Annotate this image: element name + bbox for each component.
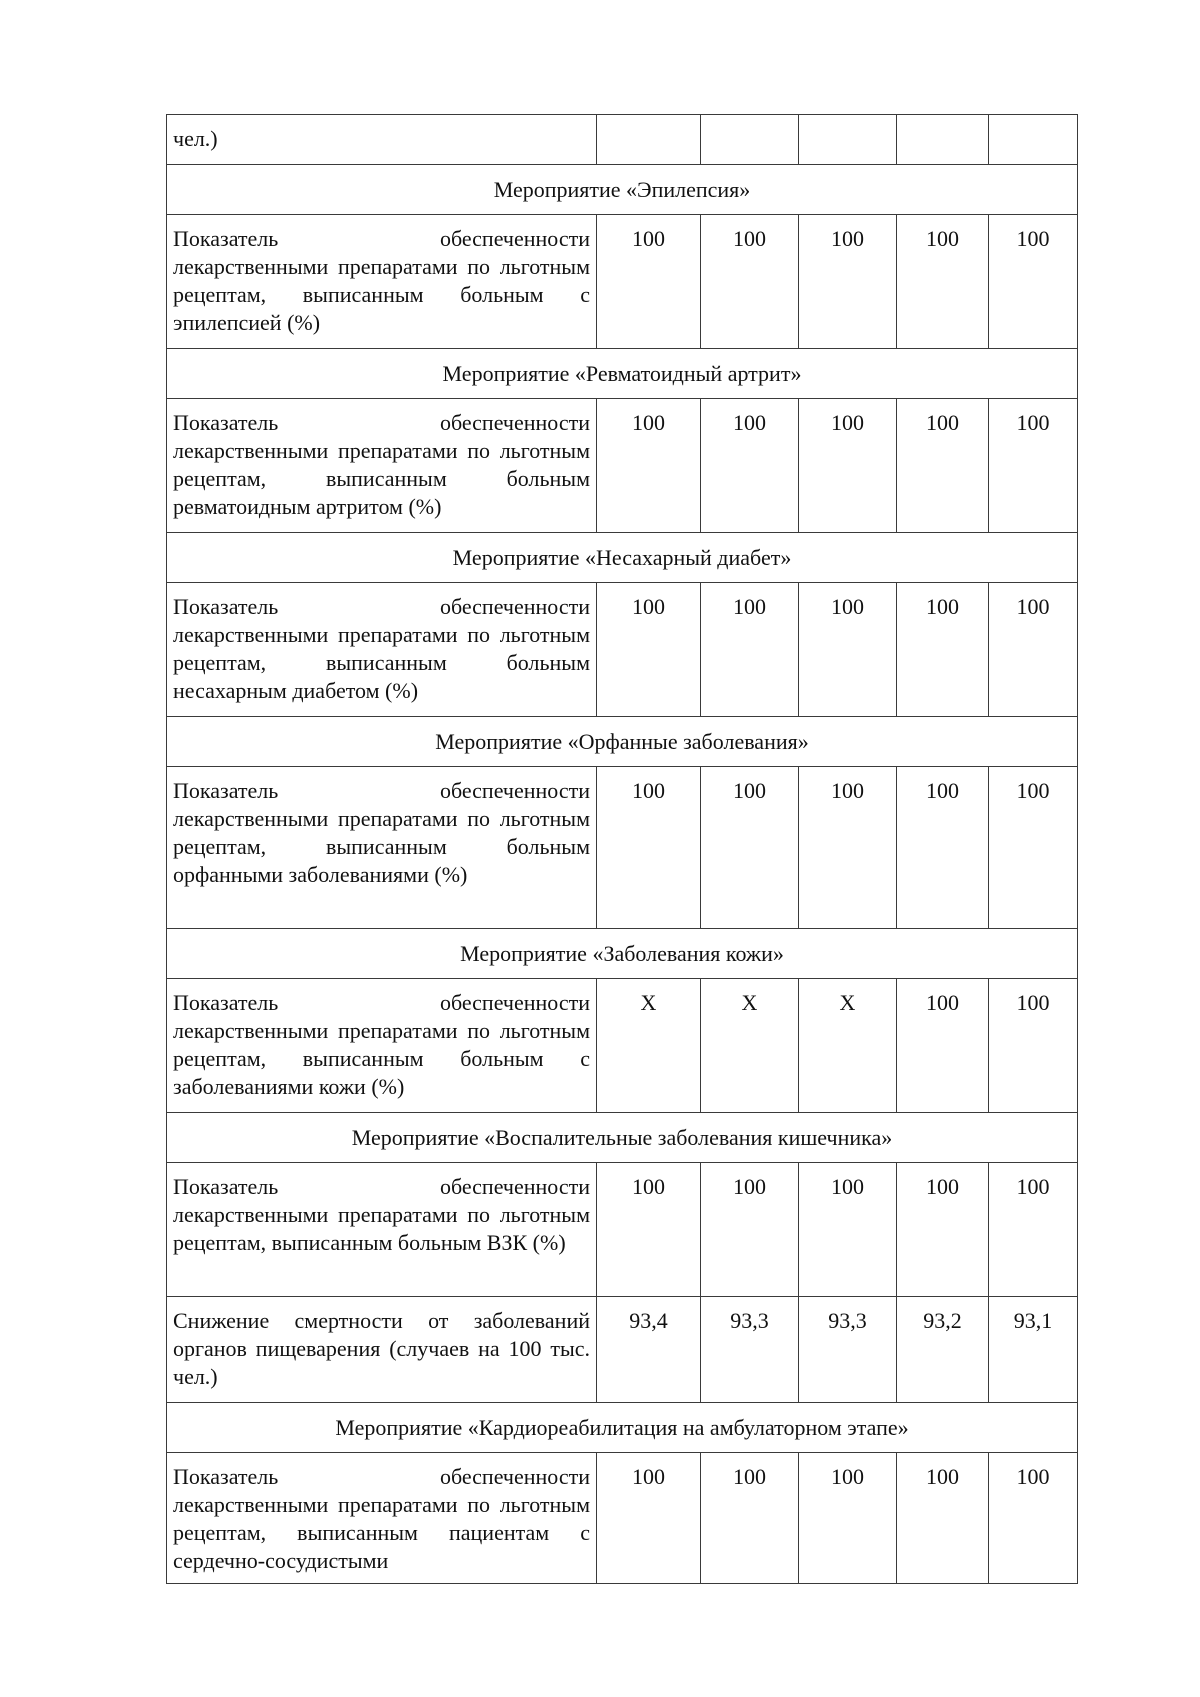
value-cell-year-4: 100: [897, 1163, 989, 1297]
indicator-name-cell: Снижение смертности от заболеваний органов пищеварения (случаев на 100 тыс. чел.): [167, 1297, 597, 1403]
value-cell-year-1: 93,4: [597, 1297, 701, 1403]
value-cell-year-2: 93,3: [701, 1297, 799, 1403]
table-row: [167, 1453, 1078, 1584]
value-cell-year-2: 100: [701, 215, 799, 349]
value-cell-year-1: 100: [597, 1163, 701, 1297]
table-row: [167, 399, 1078, 533]
value-cell-year-5: 100: [989, 1453, 1078, 1584]
value-cell-year-3: [799, 115, 897, 165]
value-cell-year-4: 100: [897, 979, 989, 1113]
value-cell-year-3: 100: [799, 1163, 897, 1297]
table-row: [167, 583, 1078, 717]
value-cell-year-4: 100: [897, 215, 989, 349]
value-cell-year-5: 100: [989, 1163, 1078, 1297]
value-cell-year-2: [701, 115, 799, 165]
section-title: Мероприятие «Заболевания кожи»: [167, 929, 1078, 979]
value-cell-year-3: 100: [799, 767, 897, 929]
section-header-row: [167, 929, 1078, 979]
section-header-row: [167, 165, 1078, 215]
value-cell-year-2: 100: [701, 1453, 799, 1584]
value-cell-year-4: 93,2: [897, 1297, 989, 1403]
indicator-name-cell: Показатель обеспеченности лекарственными препаратами по льготным рецептам, выписанным больным ревматоидным артритом (%): [167, 399, 597, 533]
value-cell-year-1: Х: [597, 979, 701, 1113]
value-cell-year-5: [989, 115, 1078, 165]
section-title: Мероприятие «Орфанные заболевания»: [167, 717, 1078, 767]
value-cell-year-2: 100: [701, 767, 799, 929]
value-cell-year-4: 100: [897, 583, 989, 717]
value-cell-year-3: 93,3: [799, 1297, 897, 1403]
table-row: [167, 1297, 1078, 1403]
value-cell-year-3: Х: [799, 979, 897, 1113]
value-cell-year-2: Х: [701, 979, 799, 1113]
section-title: Мероприятие «Воспалительные заболевания кишечника»: [167, 1113, 1078, 1163]
indicator-name-cell: чел.): [167, 115, 597, 165]
section-title: Мероприятие «Кардиореабилитация на амбулаторном этапе»: [167, 1403, 1078, 1453]
value-cell-year-4: 100: [897, 399, 989, 533]
value-cell-year-3: 100: [799, 583, 897, 717]
table-row: [167, 767, 1078, 929]
table-row: [167, 979, 1078, 1113]
value-cell-year-5: 100: [989, 767, 1078, 929]
value-cell-year-1: [597, 115, 701, 165]
value-cell-year-3: 100: [799, 399, 897, 533]
section-header-row: [167, 1113, 1078, 1163]
value-cell-year-1: 100: [597, 1453, 701, 1584]
value-cell-year-2: 100: [701, 583, 799, 717]
table-row: [167, 115, 1078, 165]
value-cell-year-3: 100: [799, 1453, 897, 1584]
value-cell-year-1: 100: [597, 399, 701, 533]
value-cell-year-2: 100: [701, 399, 799, 533]
value-cell-year-1: 100: [597, 583, 701, 717]
value-cell-year-1: 100: [597, 215, 701, 349]
indicator-table: [166, 114, 1078, 1584]
indicator-name-cell: Показатель обеспеченности лекарственными препаратами по льготным рецептам, выписанным больным несахарным диабетом (%): [167, 583, 597, 717]
value-cell-year-5: 93,1: [989, 1297, 1078, 1403]
indicator-table-body: [167, 115, 1078, 1584]
indicator-name-cell: Показатель обеспеченности лекарственными препаратами по льготным рецептам, выписанным больным с эпилепсией (%): [167, 215, 597, 349]
section-header-row: [167, 1403, 1078, 1453]
table-row: [167, 215, 1078, 349]
section-title: Мероприятие «Эпилепсия»: [167, 165, 1078, 215]
value-cell-year-1: 100: [597, 767, 701, 929]
indicator-name-cell: Показатель обеспеченности лекарственными препаратами по льготным рецептам, выписанным пациентам с сердечно-сосудистыми: [167, 1453, 597, 1584]
indicator-name-cell: Показатель обеспеченности лекарственными препаратами по льготным рецептам, выписанным больным с заболеваниями кожи (%): [167, 979, 597, 1113]
value-cell-year-2: 100: [701, 1163, 799, 1297]
section-header-row: [167, 533, 1078, 583]
value-cell-year-5: 100: [989, 583, 1078, 717]
value-cell-year-3: 100: [799, 215, 897, 349]
section-title: Мероприятие «Ревматоидный артрит»: [167, 349, 1078, 399]
section-title: Мероприятие «Несахарный диабет»: [167, 533, 1078, 583]
indicator-name-cell: Показатель обеспеченности лекарственными препаратами по льготным рецептам, выписанным больным ВЗК (%): [167, 1163, 597, 1297]
value-cell-year-4: 100: [897, 1453, 989, 1584]
table-row: [167, 1163, 1078, 1297]
value-cell-year-5: 100: [989, 215, 1078, 349]
indicator-name-cell: Показатель обеспеченности лекарственными препаратами по льготным рецептам, выписанным больным орфанными заболеваниями (%): [167, 767, 597, 929]
value-cell-year-4: 100: [897, 767, 989, 929]
value-cell-year-5: 100: [989, 979, 1078, 1113]
value-cell-year-4: [897, 115, 989, 165]
value-cell-year-5: 100: [989, 399, 1078, 533]
section-header-row: [167, 717, 1078, 767]
section-header-row: [167, 349, 1078, 399]
